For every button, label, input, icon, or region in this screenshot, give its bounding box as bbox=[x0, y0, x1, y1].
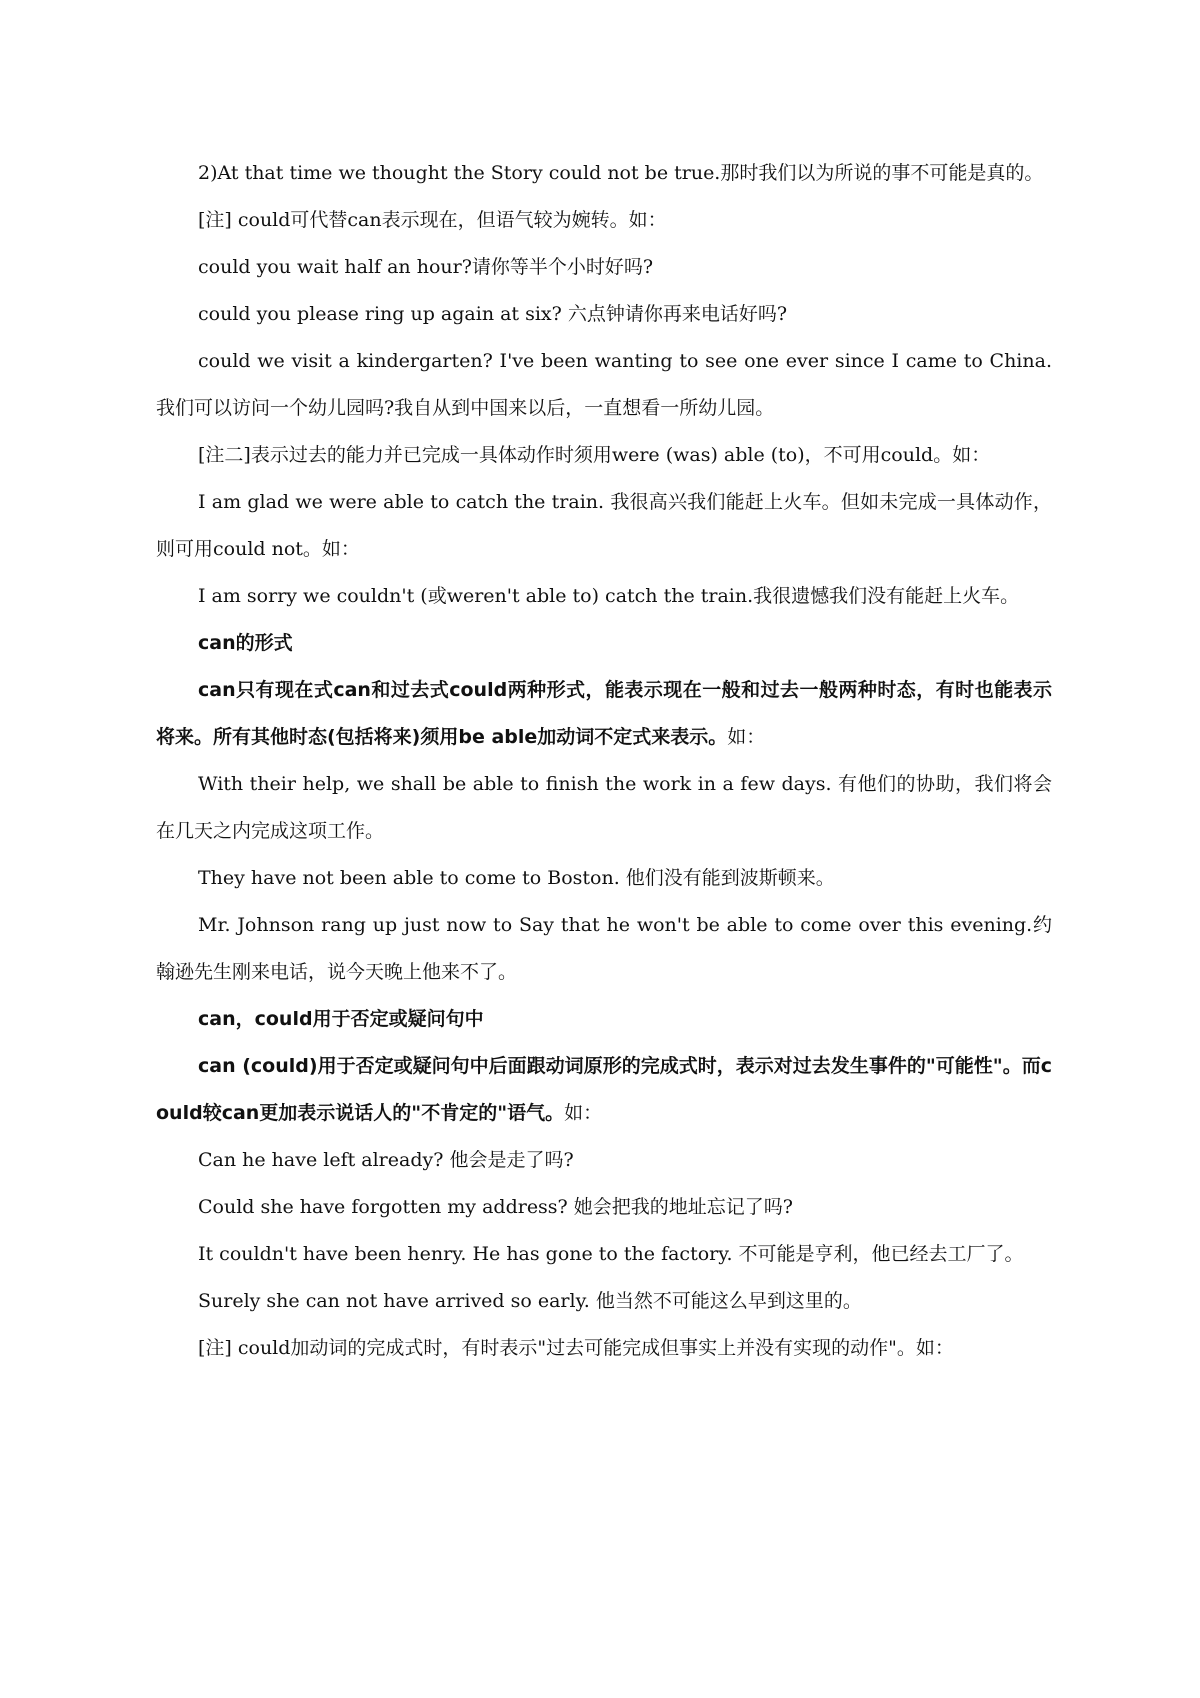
paragraph: I am glad we were able to catch the train. 我很高兴我们能赶上火车。但如未完成一具体动作，则可用could not。如： bbox=[156, 491, 1052, 560]
paragraph: could we visit a kindergarten? I've been wanting to see one ever since I came to China.我们可以访问一个幼儿园吗?我自从到中国来以后，一直想看一所幼儿园。 bbox=[156, 350, 1052, 419]
paragraph: [注] could可代替can表示现在，但语气较为婉转。如： bbox=[198, 209, 667, 231]
paragraph: 2)At that time we thought the Story could not be true.那时我们以为所说的事不可能是真的。 bbox=[198, 162, 1044, 184]
section-heading: can的形式 bbox=[198, 632, 293, 654]
paragraph: Surely she can not have arrived so early. 他当然不可能这么早到这里的。 bbox=[198, 1290, 862, 1312]
paragraph: [注二]表示过去的能力并已完成一具体动作时须用were (was) able (to)，不可用could。如： bbox=[198, 444, 991, 466]
paragraph: They have not been able to come to Boston. 他们没有能到波斯顿来。 bbox=[198, 867, 835, 889]
paragraph-tail: 如： bbox=[564, 1102, 603, 1124]
paragraph: could you please ring up again at six? 六点钟请你再来电话好吗? bbox=[198, 303, 788, 325]
paragraph: Could she have forgotten my address? 她会把我的地址忘记了吗? bbox=[198, 1196, 793, 1218]
bold-paragraph-text: can (could)用于否定或疑问句中后面跟动词原形的完成式时，表示对过去发生事件的"可能性"。而could较can更加表示说话人的"不肯定的"语气。 bbox=[156, 1055, 1052, 1124]
bold-paragraph bbox=[156, 1043, 1052, 1137]
paragraph: Mr. Johnson rang up just now to Say that he won't be able to come over this evening.约翰逊先生刚来电话，说今天晚上他来不了。 bbox=[156, 914, 1052, 983]
section-heading: can，could用于否定或疑问句中 bbox=[198, 1008, 484, 1030]
bold-paragraph bbox=[156, 667, 1052, 761]
paragraph: [注] could加动词的完成式时，有时表示"过去可能完成但事实上并没有实现的动作"。如： bbox=[198, 1337, 954, 1359]
paragraph: Can he have left already? 他会是走了吗? bbox=[198, 1149, 574, 1171]
document-page bbox=[156, 150, 1052, 1372]
paragraph: could you wait half an hour?请你等半个小时好吗? bbox=[198, 256, 654, 278]
paragraph: I am sorry we couldn't (或weren't able to) catch the train.我很遗憾我们没有能赶上火车。 bbox=[198, 585, 1020, 607]
paragraph: It couldn't have been henry. He has gone to the factory. 不可能是亨利，他已经去工厂了。 bbox=[198, 1243, 1024, 1265]
paragraph: With their help, we shall be able to finish the work in a few days. 有他们的协助，我们将会在几天之内完成这项工作。 bbox=[156, 773, 1052, 842]
paragraph-tail: 如： bbox=[727, 726, 766, 748]
bold-paragraph-text: can只有现在式can和过去式could两种形式，能表示现在一般和过去一般两种时态，有时也能表示将来。所有其他时态(包括将来)须用be able加动词不定式来表示。 bbox=[156, 679, 1052, 748]
